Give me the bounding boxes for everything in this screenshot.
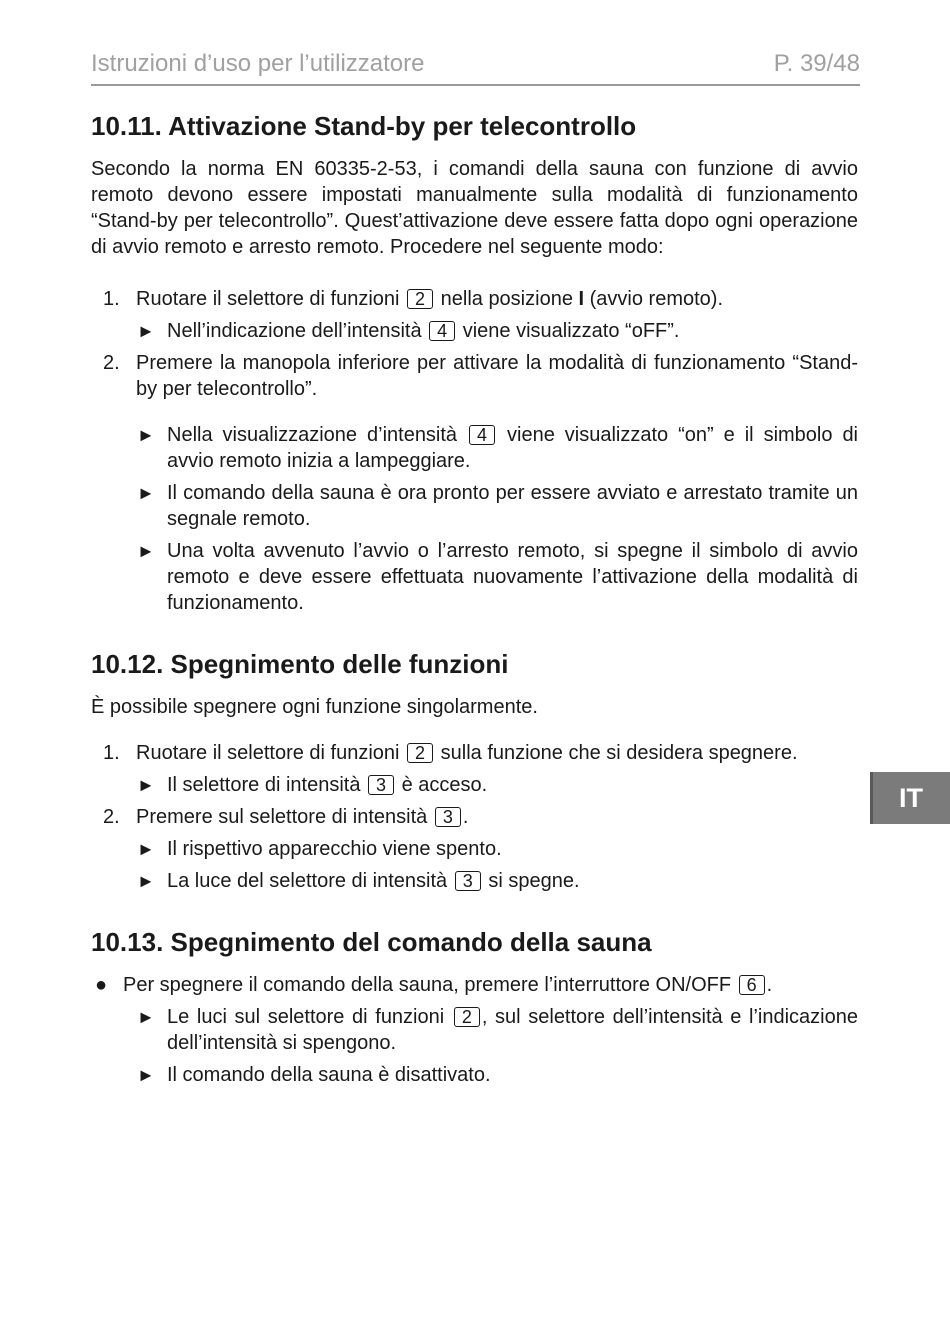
ref-box: 3 bbox=[368, 775, 394, 795]
section-intro: È possibile spegnere ogni funzione singolarmente. bbox=[91, 696, 538, 718]
step-number: 2. bbox=[103, 806, 120, 828]
ref-box: 2 bbox=[454, 1007, 480, 1027]
section-title: 10.12. Spegnimento delle funzioni bbox=[91, 649, 509, 679]
step-2: 2. Premere sul selettore di intensità 3 . bbox=[103, 806, 469, 828]
ref-box: 4 bbox=[469, 425, 495, 445]
ref-box: 2 bbox=[407, 743, 433, 763]
arrow-icon: ► bbox=[137, 775, 155, 795]
page-number: P. 39/48 bbox=[773, 50, 860, 77]
ref-box: 4 bbox=[429, 321, 455, 341]
step-number: 2. bbox=[103, 352, 120, 374]
result-item: ► Nell’indicazione dell’intensità 4 viene visualizzato “oFF”. bbox=[137, 320, 680, 342]
language-tab: IT bbox=[870, 772, 950, 824]
page-content bbox=[91, 108, 858, 1088]
section-sauna-off bbox=[91, 924, 858, 1088]
result-item: ► Il comando della sauna è ora pronto per essere avviato e arrestato tramite un segnale remoto. bbox=[137, 482, 858, 530]
section-intro: Secondo la norma EN 60335-2-53, i comandi della sauna con funzione di avvio remoto devono essere impostati manualmente sulla modalità di funzionamento “Stand-by per telecontrollo”. Quest’attivazione deve essere fatta dopo ogni operazione di avvio remoto e arresto remoto. Procedere nel seguente modo: bbox=[91, 158, 858, 258]
arrow-icon: ► bbox=[137, 1065, 155, 1085]
result-item: ► La luce del selettore di intensità 3 si spegne. bbox=[137, 870, 580, 892]
result-item: ► Il rispettivo apparecchio viene spento. bbox=[137, 838, 502, 860]
arrow-icon: ► bbox=[137, 1007, 155, 1027]
arrow-icon: ► bbox=[137, 839, 155, 859]
result-item: ► Il selettore di intensità 3 è acceso. bbox=[137, 774, 488, 796]
arrow-icon: ► bbox=[137, 483, 155, 503]
step-2: 2. Premere la manopola inferiore per attivare la modalità di funzionamento “Stand-by per telecontrollo”. bbox=[103, 352, 858, 400]
result-item: ► Una volta avvenuto l’avvio o l’arresto remoto, si spegne il simbolo di avvio remoto e deve essere effettuata nuovamente l’attivazione della modalità di funzionamento. bbox=[137, 540, 858, 614]
bullet-item: ● Per spegnere il comando della sauna, premere l’interruttore ON/OFF 6 . bbox=[95, 974, 773, 996]
arrow-icon: ► bbox=[137, 871, 155, 891]
step-1: 1. Ruotare il selettore di funzioni 2 nella posizione I (avvio remoto). bbox=[103, 288, 724, 310]
ref-box: 3 bbox=[435, 807, 461, 827]
ref-box: 2 bbox=[407, 289, 433, 309]
step-1: 1. Ruotare il selettore di funzioni 2 sulla funzione che si desidera spegnere. bbox=[103, 742, 798, 764]
result-item: ► Le luci sul selettore di funzioni 2 , sul selettore dell’intensità e l’indicazione dell’intensità si spengono. bbox=[137, 1006, 858, 1054]
result-item: ► Nella visualizzazione d’intensità 4 viene visualizzato “on” e il simbolo di avvio remoto inizia a lampeggiare. bbox=[137, 424, 859, 472]
section-title: 10.11. Attivazione Stand-by per telecontrollo bbox=[91, 111, 637, 141]
arrow-icon: ► bbox=[137, 541, 155, 561]
bullet-icon: ● bbox=[95, 974, 108, 996]
step-number: 1. bbox=[103, 288, 120, 310]
ref-box: 6 bbox=[739, 975, 765, 995]
section-functions-off bbox=[91, 646, 858, 894]
step-number: 1. bbox=[103, 742, 120, 764]
section-standby bbox=[91, 108, 858, 616]
header-title: Istruzioni d’uso per l’utilizzatore bbox=[91, 50, 425, 77]
arrow-icon: ► bbox=[137, 425, 155, 445]
arrow-icon: ► bbox=[137, 321, 155, 341]
result-item: ► Il comando della sauna è disattivato. bbox=[137, 1064, 491, 1086]
section-title: 10.13. Spegnimento del comando della sauna bbox=[91, 927, 652, 957]
page-header bbox=[91, 48, 860, 86]
ref-box: 3 bbox=[455, 871, 481, 891]
